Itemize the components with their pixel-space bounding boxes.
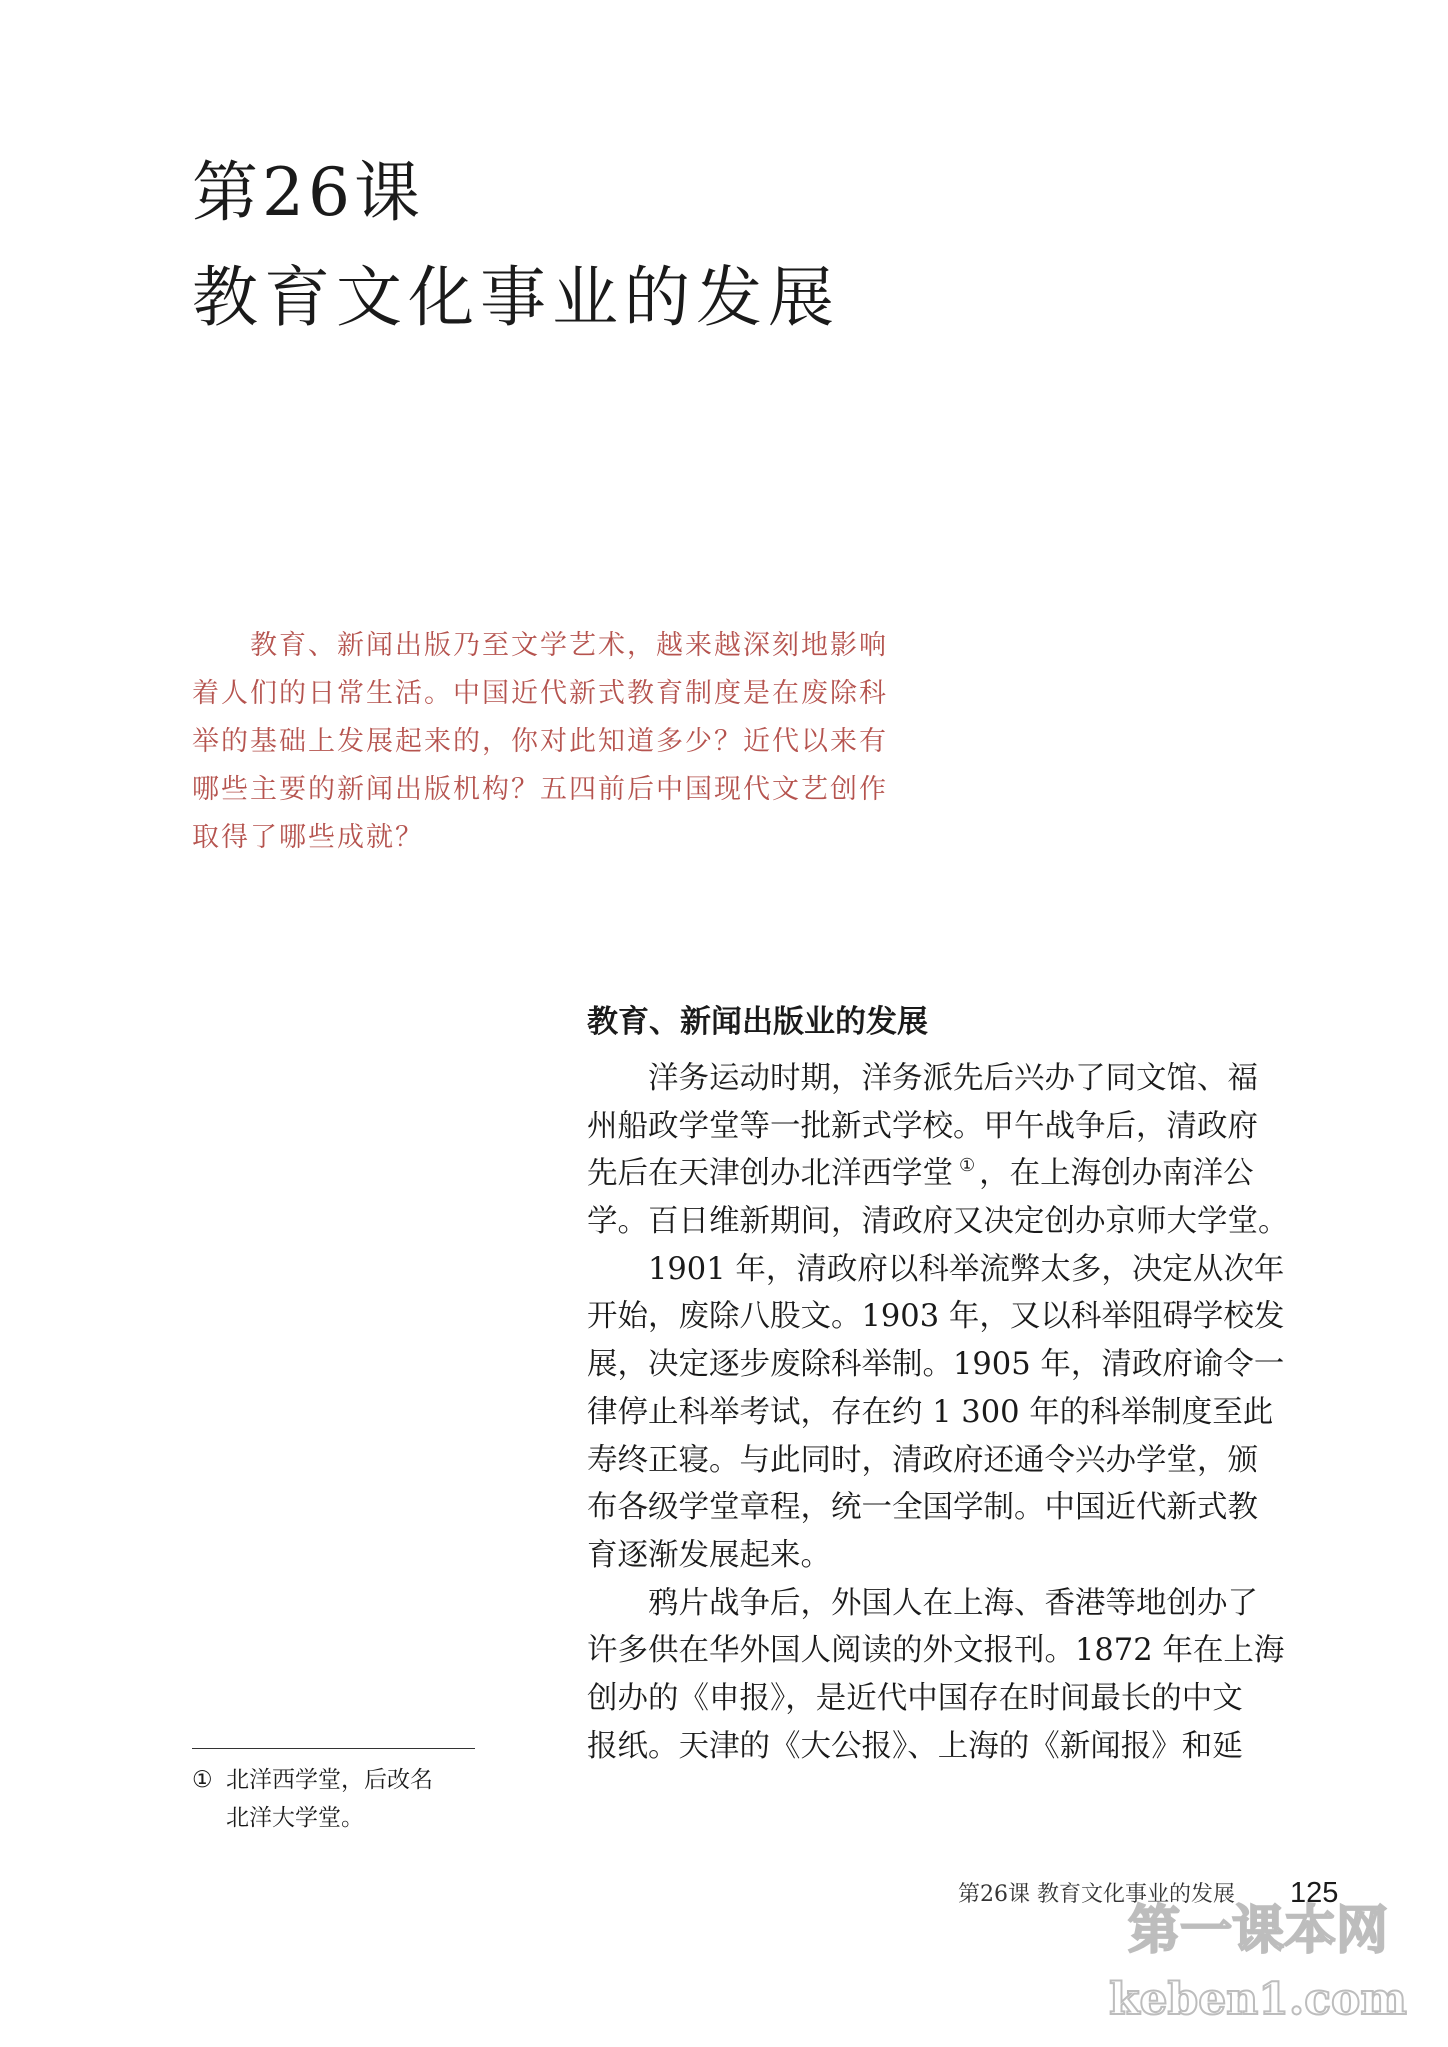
body-line: 许多供在华外国人阅读的外文报刊。1872 年在上海 [587, 1633, 1285, 1669]
footnote-text: 北洋西学堂，后改名 [226, 1767, 433, 1793]
body-line: 学。百日维新期间，清政府又决定创办京师大学堂。 [587, 1204, 1289, 1240]
intro-line: 哪些主要的新闻出版机构？五四前后中国现代文艺创作 [192, 774, 888, 805]
footnote-marker: ① [192, 1767, 213, 1793]
footnote-divider [192, 1748, 475, 1749]
footnote [192, 1761, 433, 1837]
intro-line: 教育、新闻出版乃至文学艺术，越来越深刻地影响 [192, 630, 888, 661]
footnote-text: 北洋大学堂。 [226, 1805, 364, 1831]
body-line: 布各级学堂章程，统一全国学制。中国近代新式教 [587, 1490, 1258, 1526]
watermark-logo [1108, 1890, 1408, 2035]
footnote-reference[interactable]: ① [959, 1155, 976, 1177]
body-text [587, 1055, 1337, 1770]
watermark-text-url: keben1.com [1109, 1974, 1407, 2025]
body-line-with-footnote [587, 1150, 1337, 1198]
watermark-text-cn: 第一课本网 [1127, 1901, 1389, 1961]
lesson-title: 教育文化事业的发展 [192, 259, 840, 336]
running-title: 第26课 教育文化事业的发展 [958, 1882, 1235, 1907]
page-number: 125 [1290, 1877, 1339, 1909]
intro-paragraph [192, 622, 940, 862]
body-line: 育逐渐发展起来。 [587, 1537, 831, 1573]
body-line: 寿终正寝。与此同时，清政府还通令兴办学堂，颁 [587, 1442, 1258, 1478]
body-line: 州船政学堂等一批新式学校。甲午战争后，清政府 [587, 1108, 1258, 1144]
body-line-tail: ，在上海创办南洋公 [979, 1156, 1254, 1192]
body-line: 鸦片战争后，外国人在上海、香港等地创办了 [587, 1585, 1258, 1621]
body-line: 开始，废除八股文。1903 年，又以科举阻碍学校发 [587, 1299, 1285, 1335]
body-line: 展，决定逐步废除科举制。1905 年，清政府谕令一 [587, 1347, 1285, 1383]
body-line: 创办的《申报》，是近代中国存在时间最长的中文 [587, 1680, 1243, 1716]
section-heading: 教育、新闻出版业的发展 [587, 1004, 928, 1040]
intro-line: 举的基础上发展起来的，你对此知道多少？近代以来有 [192, 726, 888, 757]
intro-line: 着人们的日常生活。中国近代新式教育制度是在废除科 [192, 678, 888, 709]
intro-line: 取得了哪些成就？ [192, 822, 424, 853]
body-line: 律停止科举考试，存在约 1 300 年的科举制度至此 [587, 1394, 1274, 1430]
body-line: 1901 年，清政府以科举流弊太多，决定从次年 [587, 1251, 1285, 1287]
lesson-number: 第26课 [192, 154, 424, 231]
body-line: 报纸。天津的《大公报》、上海的《新闻报》和延 [587, 1728, 1243, 1764]
body-line: 洋务运动时期，洋务派先后兴办了同文馆、福 [587, 1061, 1258, 1096]
body-line-head: 先后在天津创办北洋西学堂 [587, 1156, 953, 1192]
